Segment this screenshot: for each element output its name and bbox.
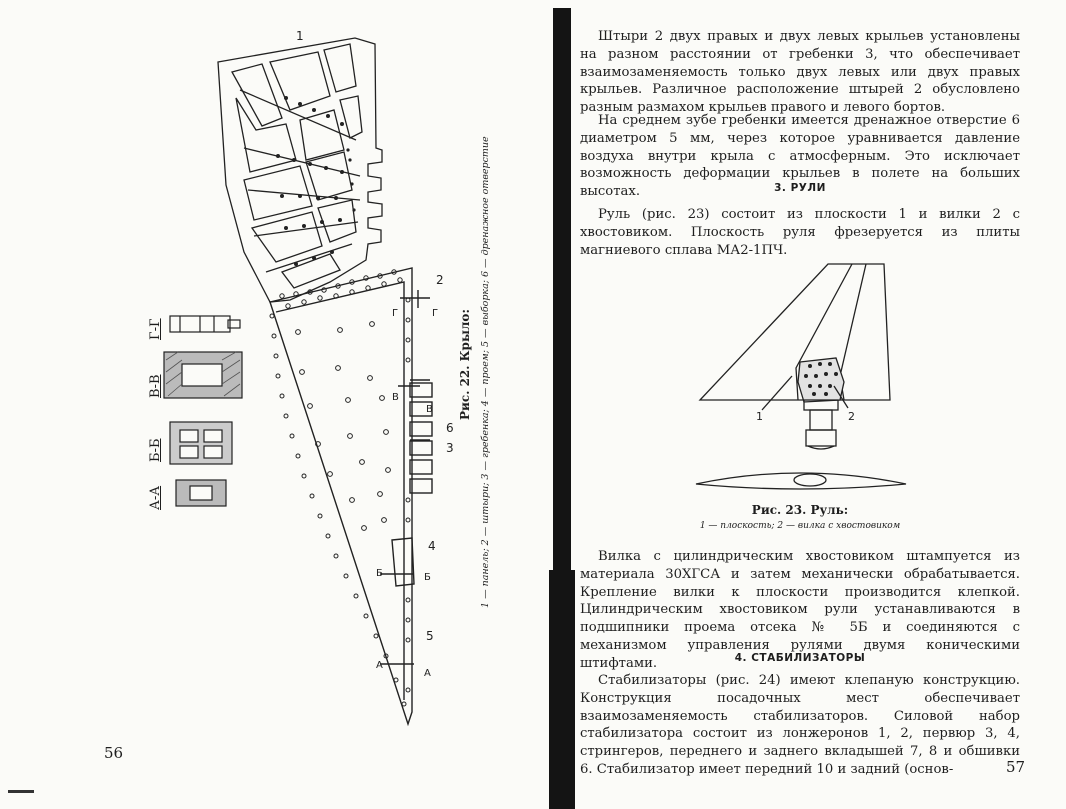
section-label-aa: А-А [148, 485, 163, 510]
figure-23-caption: Рис. 23. Руль: [751, 503, 849, 517]
figure-22-legend: 1 — панель; 2 — штыри; 3 — гребенка; 4 — проем; 5 — выборка; 6 — дренажное отверстие [480, 136, 491, 608]
callout-1: 1 [296, 29, 304, 43]
cut-letter: Г [392, 308, 399, 319]
cut-letter: А [376, 660, 383, 671]
section-label-gg: Г-Г [148, 318, 163, 340]
page-number-left: 56 [104, 744, 124, 762]
callout-6: 6 [446, 421, 454, 435]
cut-letter: В [392, 392, 399, 403]
wing-drawing [150, 20, 530, 760]
cut-letter: В [426, 404, 433, 415]
callout-2: 2 [436, 273, 444, 287]
callout-2: 2 [848, 410, 855, 423]
callout-3: 3 [446, 441, 454, 455]
figure-23-legend: 1 — плоскость; 2 — вилка с хвостовиком [699, 521, 901, 531]
page-number-right: 57 [1006, 758, 1026, 776]
rudder-drawing [690, 258, 910, 498]
callout-4: 4 [428, 539, 436, 553]
paragraph-pins: Штыри 2 двух правых и двух левых крыльев установлены на разном расстоянии от гребенки 3, что обеспечивает взаимозаменяемость только двух левых или двух правых крыльев. Различное расположение штырей 2 обусловлено разным размахом крыльев правого и левого бортов. [580, 29, 1020, 116]
paragraph-stabilizers: Стабилизаторы (рис. 24) имеют клепаную конструкцию. Конструкция посадочных мест обеспечивает взаимозаменяемость стабилизаторов. Силовой набор стабилизатора состоит из лонжеронов 1, 2, первюр 3, 4, стрингеров, переднего и заднего вкладышей 7, 8 и обшивки 6. Стабилизатор имеет передний 10 и задний (основ- [580, 673, 1020, 777]
paragraph-fork: Вилка с цилиндрическим хвостовиком штампуется из материала 30ХГСА и затем механически обрабатывается. Крепление вилки к плоскости производится клепкой. Цилиндрическим хвостовиком рули устанавливаются в подшипники проема отсека № 5Б и соединяются с механизмом управления рулями двумя коническими штифтами. [580, 549, 1020, 671]
cut-letter: Г [432, 308, 439, 319]
section-label-bb: Б-Б [148, 438, 163, 462]
paragraph-rudder: Руль (рис. 23) состоит из плоскости 1 и вилки 2 с хвостовиком. Плоскость руля фрезеруется из плиты магниевого сплава МА2-1ПЧ. [580, 207, 1020, 258]
cut-letter: Б [424, 572, 431, 583]
paragraph-drain: На среднем зубе гребенки имеется дренажное отверстие 6 диаметром 5 мм, через которое уравнивается давление воздуха внутри крыла с атмосферным. Это исключает возможность деформации крыльев в полете на больших высотах. [580, 113, 1020, 200]
section-label-vv: В-В [148, 374, 163, 398]
figure-22-caption: Рис. 22. Крыло: [458, 309, 472, 420]
book-gutter-shadow [549, 570, 575, 809]
section-heading-rudders: 3. РУЛИ [774, 182, 826, 194]
cut-letter: А [424, 668, 431, 679]
corner-mark [8, 790, 34, 793]
callout-1: 1 [756, 410, 763, 423]
callout-5: 5 [426, 629, 434, 643]
section-heading-stabilizers: 4. СТАБИЛИЗАТОРЫ [734, 652, 866, 664]
cut-letter: Б [376, 568, 383, 579]
